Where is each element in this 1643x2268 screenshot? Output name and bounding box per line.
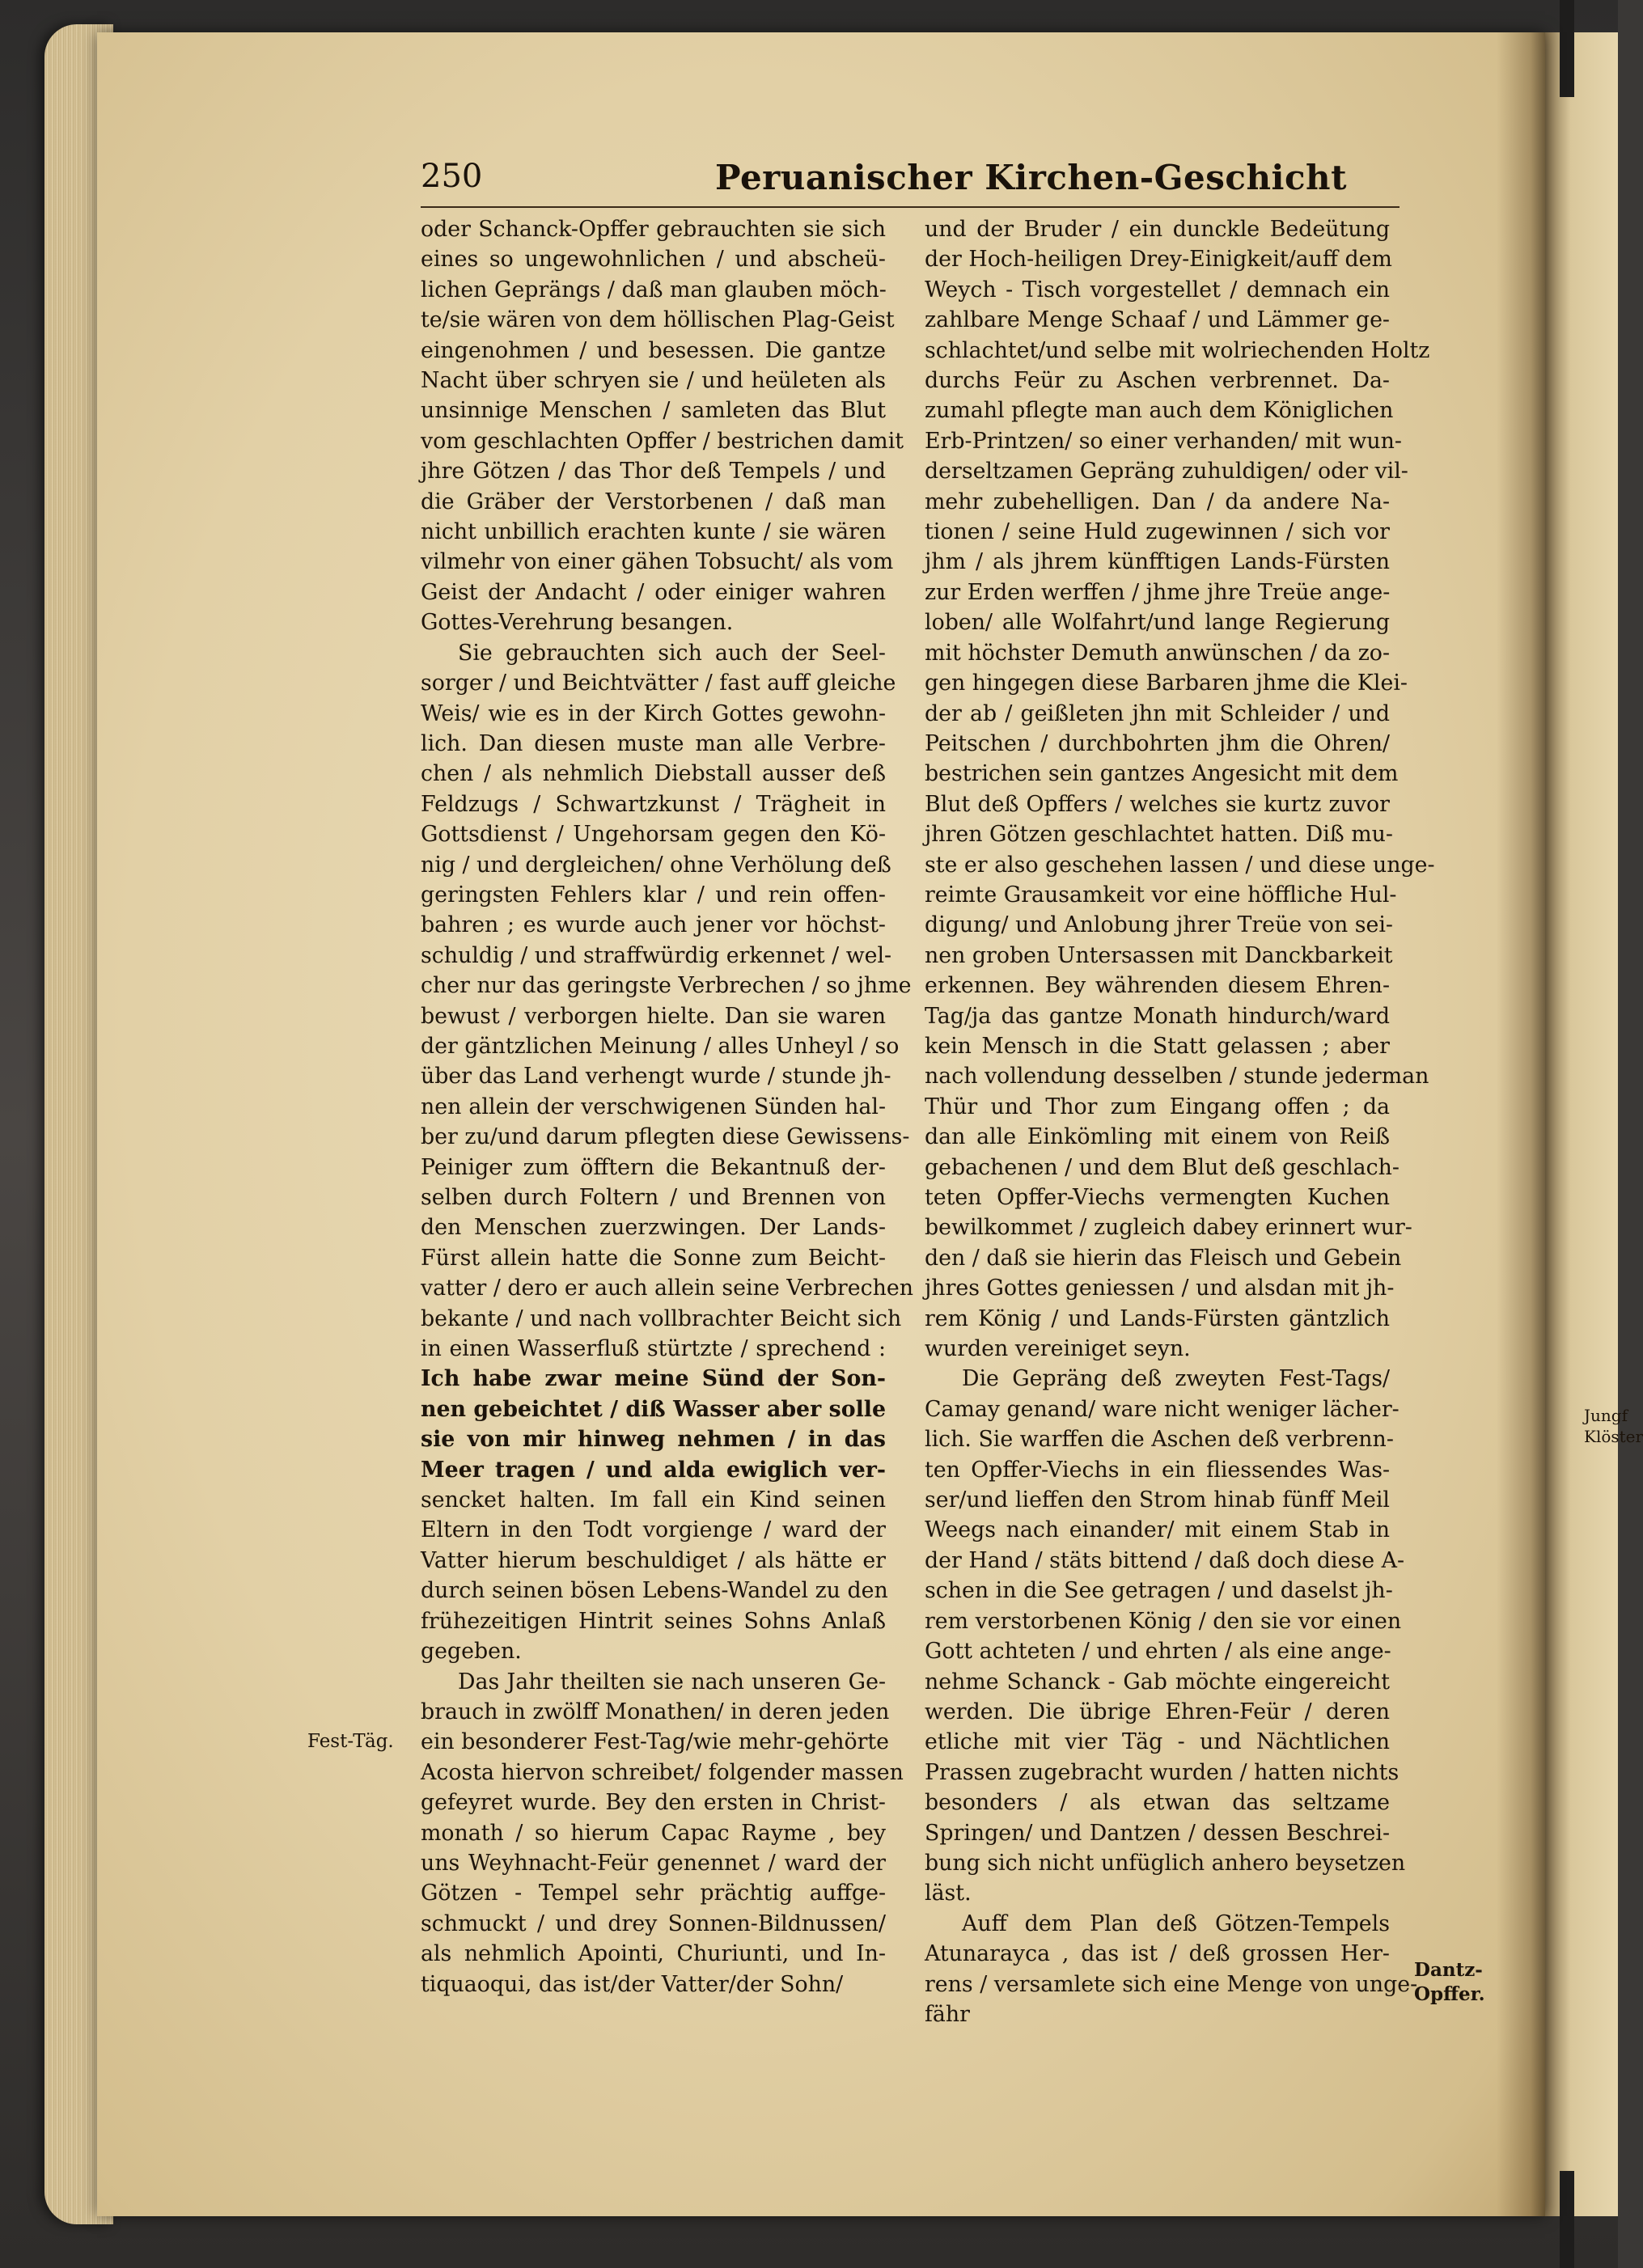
text-line: erkennen. Bey währenden diesem Ehren- [925,973,1390,999]
text-line: in einen Wasserfluß stürtzte / sprechend : [421,1336,886,1362]
text-line: lichen Geprängs / daß man glauben möch- [421,277,887,303]
text-line: Gott achteten / und ehrten / als eine ange- [925,1639,1391,1665]
text-line: sorger / und Beichtvätter / fast auff gleiche [421,671,896,696]
text-line: etliche mit vier Täg - und Nächtlichen [925,1729,1390,1755]
text-line: schmuckt / und drey Sonnen-Bildnussen/ [421,1910,886,1936]
text-line: zur Erden werffen / jhme jhre Treüe ange- [925,579,1391,605]
text-line: Das Jahr theilten sie nach unseren Ge- [458,1669,886,1695]
text-line: vatter / dero er auch allein seine Verbrechen [421,1276,913,1301]
text-line: durch seinen bösen Lebens-Wandel zu den [421,1578,888,1604]
text-line: über das Land verhengt wurde / stunde jh- [421,1064,891,1090]
running-title: Peruanischer Kirchen-Geschicht [715,158,1347,197]
text-line: tiquaoqui, das ist/der Vatter/der Sohn/ [421,1971,844,1997]
text-line: den Menschen zuerzwingen. Der Lands- [421,1215,886,1241]
right-text-column [925,214,1435,2029]
text-line: nen gebeichtet / diß Wasser aber solle [421,1396,886,1422]
text-line: ein besonderer Fest-Tag/wie mehr-gehörte [421,1729,890,1755]
text-line: ser/und lieffen den Strom hinab fünff Meil [925,1487,1390,1513]
text-line: schuldig / und straffwürdig erkennet / wel- [421,942,892,968]
text-line: Fürst allein hatte die Sonne zum Beicht- [421,1245,886,1271]
page-number: 250 [421,158,483,195]
text-line: unsinnige Menschen / samleten das Blut [421,398,886,424]
text-line: Eltern in den Todt vorgienge / ward der [421,1517,886,1543]
text-line: chen / als nehmlich Diebstall ausser deß [421,761,886,787]
text-line: ten Opffer-Viechs in ein fliessendes Was- [925,1457,1390,1483]
text-line: fähr [925,2001,970,2027]
text-line: wurden vereiniget seyn. [925,1336,1191,1362]
text-line: sencket halten. Im fall ein Kind seinen [421,1487,886,1513]
text-line: geringsten Fehlers klar / und rein offen- [421,882,886,908]
text-line: Weis/ wie es in der Kirch Gottes gewohn- [421,700,886,726]
text-line: eingenohmen / und besessen. Die gantze [421,337,886,363]
text-line: frühezeitigen Hintrit seines Sohns Anlaß [421,1608,886,1634]
text-line: nicht unbillich erachten kunte / sie wären [421,519,886,545]
text-line: bestrichen sein gantzes Angesicht mit dem [925,761,1399,787]
text-line: teten Opffer-Viechs vermengten Kuchen [925,1185,1390,1210]
clip-bar-bottom [1560,2171,1574,2268]
text-line: den / daß sie hierin das Fleisch und Gebein [925,1245,1402,1271]
text-line: zumahl pflegte man auch dem Königlichen [925,398,1394,424]
text-line: derseltzamen Gepräng zuhuldigen/ oder vil- [925,459,1408,484]
text-line: uns Weyhnacht-Feür genennet / ward der [421,1850,886,1876]
text-line: Gottes-Verehrung besangen. [421,610,734,636]
text-line: der ab / geißleten jhn mit Schleider / und [925,700,1390,726]
text-line: der Hoch-heiligen Drey-Einigkeit/auff dem [925,247,1392,273]
marginal-note-kloester: Klöster [1584,1427,1643,1446]
gutter-shadow [1497,32,1545,2216]
text-line: Gottsdienst / Ungehorsam gegen den Kö- [421,822,886,848]
text-line: Die Gepräng deß zweyten Fest-Tags/ [962,1366,1390,1392]
text-line: digung/ und Anlobung jhrer Treüe von sei- [925,912,1393,938]
text-line: gebachenen / und dem Blut deß geschlach- [925,1154,1400,1180]
text-line: loben/ alle Wolfahrt/und lange Regierung [925,610,1390,636]
next-page-edge [1545,32,1618,2216]
text-line: gegeben. [421,1639,522,1665]
text-line: der gäntzlichen Meinung / alles Unheyl / so [421,1033,900,1059]
text-line: nen allein der verschwigenen Sünden hal- [421,1094,886,1119]
text-line: Ich habe zwar meine Sünd der Son- [421,1366,886,1392]
text-line: bung sich nicht unfüglich anhero beysetzen [925,1850,1406,1876]
text-line: Atunarayca , das ist / deß grossen Her- [925,1941,1390,1967]
text-line: Feldzugs / Schwartzkunst / Trägheit in [421,791,886,817]
text-line: Prassen zugebracht wurden / hatten nichts [925,1759,1400,1785]
text-line: oder Schanck-Opffer gebrauchten sie sich [421,217,886,242]
text-line: vom geschlachten Opffer / bestrichen damit [421,428,904,454]
text-line: vilmehr von einer gähen Tobsucht/ als vom [421,549,894,575]
text-line: Nacht über schryen sie / und heületen als [421,368,886,394]
marginal-note-jungf: Jungf [1584,1406,1628,1425]
text-line: Geist der Andacht / oder einiger wahren [421,579,886,605]
text-line: Tag/ja das gantze Monath hindurch/ward [925,1003,1390,1029]
text-line: Meer tragen / und alda ewiglich ver- [421,1457,886,1483]
clip-bar-top [1560,0,1574,97]
text-line: die Gräber der Verstorbenen / daß man [421,489,886,514]
header-rule [421,206,1400,208]
text-line: jhren Götzen geschlachtet hatten. Diß mu- [925,822,1393,848]
text-line: läst. [925,1881,972,1906]
text-line: sie von mir hinweg nehmen / in das [421,1427,886,1453]
text-line: selben durch Foltern / und Brennen von [421,1185,886,1210]
text-line: als nehmlich Apointi, Churiunti, und In- [421,1941,886,1967]
text-line: Camay genand/ ware nicht weniger lächer- [925,1396,1400,1422]
text-line: nig / und dergleichen/ ohne Verhölung deß [421,852,891,878]
text-line: bahren ; es wurde auch jener vor höchst- [421,912,886,938]
text-line: reimte Grausamkeit vor eine höffliche Hul- [925,882,1397,908]
text-line: und der Bruder / ein dunckle Bedeütung [925,217,1390,242]
text-line: ber zu/und darum pflegten diese Gewissens- [421,1124,910,1150]
text-line: Springen/ und Dantzen / dessen Beschrei- [925,1820,1390,1846]
text-line: Auff dem Plan deß Götzen-Tempels [962,1910,1390,1936]
text-line: nehme Schanck - Gab möchte eingereicht [925,1669,1390,1695]
text-line: schen in die See getragen / und daselst jh- [925,1578,1393,1604]
text-line: gen hingegen diese Barbaren jhme die Klei- [925,671,1408,696]
text-line: tionen / seine Huld zugewinnen / sich vor [925,519,1390,545]
text-line: eines so ungewohnlichen / und abscheü- [421,247,886,273]
text-line: cher nur das geringste Verbrechen / so jhme [421,973,912,999]
marginal-note-dantz: Dantz- [1414,1959,1483,1981]
text-line: Peiniger zum öfftern die Bekantnuß der- [421,1154,886,1180]
text-line: Götzen - Tempel sehr prächtig auffge- [421,1881,886,1906]
text-line: der Hand / stäts bittend / daß doch diese A- [925,1547,1405,1573]
text-line: mehr zubehelligen. Dan / da andere Na- [925,489,1390,514]
text-line: nen groben Untersassen mit Danckbarkeit [925,942,1393,968]
text-line: schlachtet/und selbe mit wolriechenden Holtz [925,337,1430,363]
running-head [421,158,1391,206]
text-line: lich. Dan diesen muste man alle Verbre- [421,730,886,756]
text-line: werden. Die übrige Ehren-Feür / deren [925,1699,1390,1724]
text-line: bekante / und nach vollbrachter Beicht sich [421,1305,902,1331]
left-text-column [421,214,913,1999]
text-line: brauch in zwölff Monathen/ in deren jeden [421,1699,890,1724]
text-line: bewust / verborgen hielte. Dan sie waren [421,1003,886,1029]
text-line: rens / versamlete sich eine Menge von unge- [925,1971,1418,1997]
text-line: gefeyret wurde. Bey den ersten in Christ- [421,1790,886,1816]
text-line: lich. Sie warffen die Aschen deß verbrenn- [925,1427,1394,1453]
text-line: Thür und Thor zum Eingang offen ; da [925,1094,1390,1119]
text-line: jhm / als jhrem künfftigen Lands-Fürsten [925,549,1390,575]
text-line: te/sie wären von dem höllischen Plag-Geist [421,307,895,333]
text-line: rem verstorbenen König / den sie vor einen [925,1608,1402,1634]
text-line: bewilkommet / zugleich dabey erinnert wur- [925,1215,1412,1241]
text-line: besonders / als etwan das seltzame [925,1790,1390,1816]
text-line: mit höchster Demuth anwünschen / da zo- [925,640,1390,666]
text-line: Acosta hiervon schreibet/ folgender massen [421,1759,904,1785]
marginal-note-fest-taeg: Fest-Täg. [307,1731,394,1752]
text-line: durchs Feür zu Aschen verbrennet. Da- [925,368,1390,394]
text-line: Weych - Tisch vorgestellet / demnach ein [925,277,1390,303]
text-line: monath / so hierum Capac Rayme , bey [421,1820,886,1846]
text-line: kein Mensch in die Statt gelassen ; aber [925,1033,1390,1059]
text-line: rem König / und Lands-Fürsten gäntzlich [925,1305,1390,1331]
text-line: nach vollendung desselben / stunde jederman [925,1064,1429,1090]
text-line: Blut deß Opffers / welches sie kurtz zuvor [925,791,1390,817]
text-line: Peitschen / durchbohrten jhm die Ohren/ [925,730,1390,756]
text-line: Erb-Printzen/ so einer verhanden/ mit wun- [925,428,1402,454]
text-line: Vatter hierum beschuldiget / als hätte er [421,1547,886,1573]
text-line: dan alle Einkömling mit einem von Reiß [925,1124,1390,1150]
text-line: zahlbare Menge Schaaf / und Lämmer ge- [925,307,1390,333]
text-line: jhres Gottes geniessen / und alsdan mit jh- [925,1276,1395,1301]
marginal-note-dantz-opffer [1414,1958,1495,2007]
marginal-note-opffer: Opffer. [1414,1983,1485,2005]
text-line: jhre Götzen / das Thor deß Tempels / und [421,459,886,484]
text-line: ste er also geschehen lassen / und diese unge- [925,852,1435,878]
text-line: Weegs nach einander/ mit einem Stab in [925,1517,1390,1543]
text-line: Sie gebrauchten sich auch der Seel- [458,640,886,666]
marginal-note-next-page [1584,1405,1643,1447]
